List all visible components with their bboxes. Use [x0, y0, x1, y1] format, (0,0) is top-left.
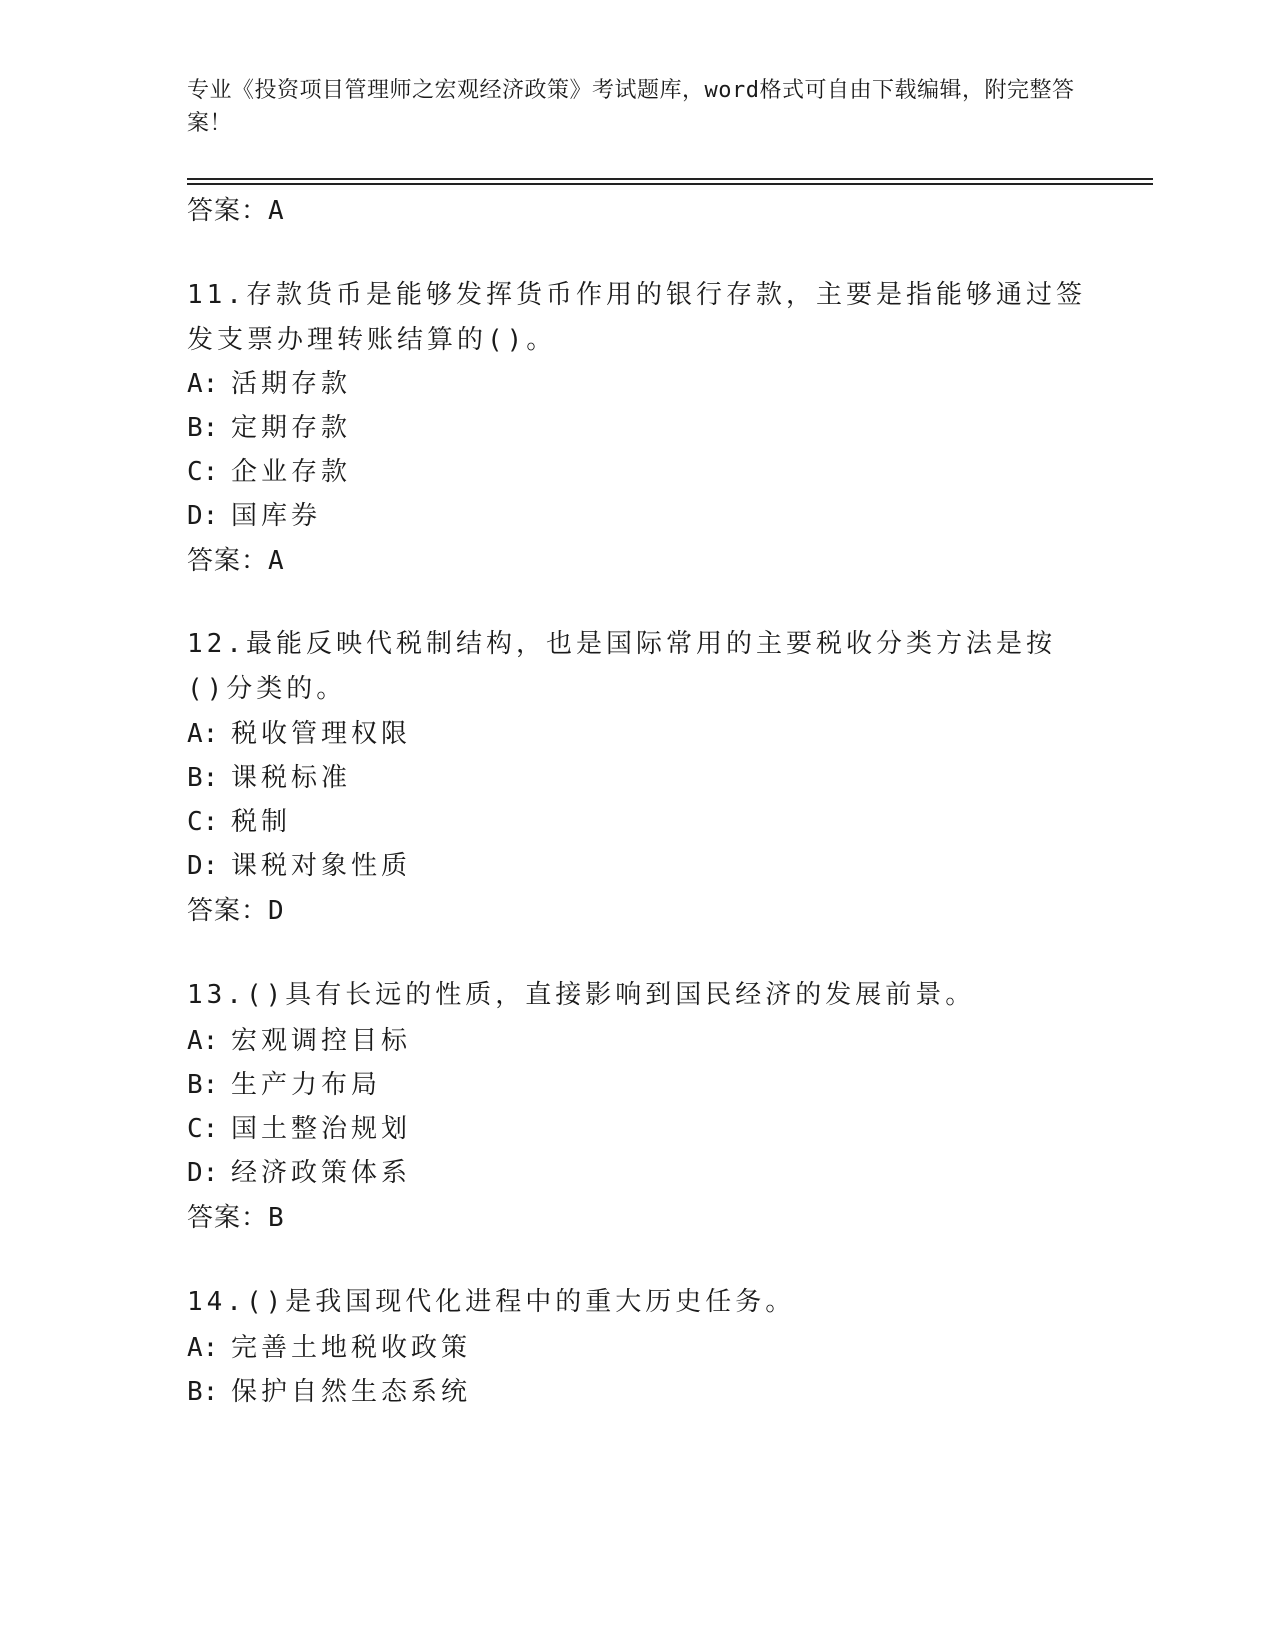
option-14-a: [187, 1327, 471, 1364]
option-key: B:: [187, 763, 219, 793]
option-12-a: [187, 713, 411, 750]
option-13-c: [187, 1108, 411, 1145]
question-stem-12: 12.最能反映代税制结构，也是国际常用的主要税收分类方法是按()分类的。: [187, 629, 1056, 704]
option-key: D:: [187, 1158, 219, 1188]
header-divider-top: [187, 178, 1153, 180]
option-text: 定期存款: [231, 413, 352, 443]
answer-value: A: [268, 196, 285, 226]
option-13-b: [187, 1064, 381, 1101]
option-12-d: [187, 845, 411, 882]
answer-line-11: [187, 540, 285, 577]
option-text: 国土整治规划: [231, 1114, 412, 1144]
option-14-b: [187, 1371, 471, 1408]
option-11-b: [187, 407, 351, 444]
option-key: C:: [187, 457, 219, 487]
option-text: 活期存款: [231, 369, 352, 399]
option-text: 税制: [231, 807, 292, 837]
option-text: 课税对象性质: [231, 851, 412, 881]
option-key: A:: [187, 1026, 219, 1056]
question-stem-14: 14.()是我国现代化进程中的重大历史任务。: [187, 1287, 796, 1317]
answer-value: B: [268, 1203, 285, 1233]
option-key: C:: [187, 807, 219, 837]
option-12-c: [187, 801, 291, 838]
option-key: A:: [187, 369, 219, 399]
question-stem-13: 13.()具有长远的性质，直接影响到国民经济的发展前景。: [187, 980, 976, 1010]
option-key: C:: [187, 1114, 219, 1144]
option-text: 税收管理权限: [231, 719, 412, 749]
option-text: 保护自然生态系统: [231, 1377, 472, 1407]
option-key: A:: [187, 719, 219, 749]
option-12-b: [187, 757, 351, 794]
option-11-c: [187, 451, 351, 488]
option-key: B:: [187, 413, 219, 443]
option-text: 生产力布局: [231, 1070, 382, 1100]
option-text: 企业存款: [231, 457, 352, 487]
header-divider-bottom: [187, 183, 1153, 185]
answer-value: A: [268, 546, 285, 576]
option-text: 完善土地税收政策: [231, 1333, 472, 1363]
answer-line-13: [187, 1197, 285, 1234]
option-11-a: [187, 363, 351, 400]
answer-label: 答案：: [187, 196, 269, 226]
question-stem-11: 11.存款货币是能够发挥货币作用的银行存款，主要是指能够通过签发支票办理转账结算的()。: [187, 280, 1086, 355]
option-key: D:: [187, 851, 219, 881]
option-text: 经济政策体系: [231, 1158, 412, 1188]
option-key: A:: [187, 1333, 219, 1363]
answer-label: 答案：: [187, 546, 269, 576]
answer-label: 答案：: [187, 1203, 269, 1233]
answer-line-12: [187, 890, 285, 927]
option-key: D:: [187, 501, 219, 531]
option-13-a: [187, 1020, 411, 1057]
answer-line-previous: [187, 190, 285, 227]
option-13-d: [187, 1152, 411, 1189]
option-text: 宏观调控目标: [231, 1026, 412, 1056]
option-11-d: [187, 495, 321, 532]
document-intro: 专业《投资项目管理师之宏观经济政策》考试题库，word格式可自由下载编辑，附完整答案！: [187, 78, 1075, 136]
option-key: B:: [187, 1377, 219, 1407]
answer-value: D: [268, 896, 285, 926]
answer-label: 答案：: [187, 896, 269, 926]
option-text: 课税标准: [231, 763, 352, 793]
option-key: B:: [187, 1070, 219, 1100]
option-text: 国库券: [231, 501, 322, 531]
